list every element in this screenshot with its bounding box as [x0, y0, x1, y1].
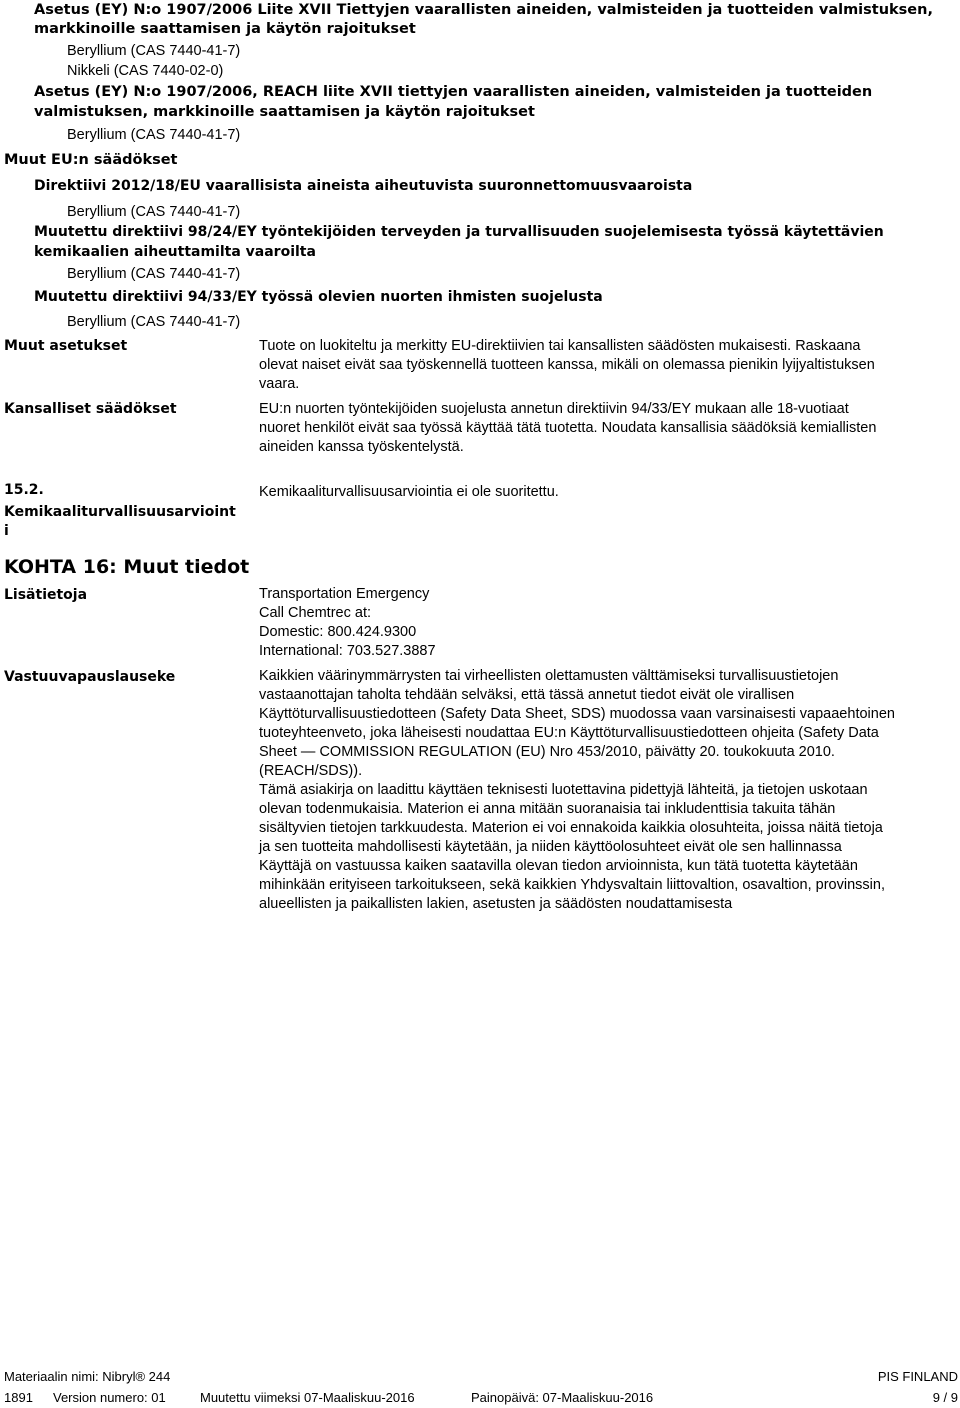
- directive-2012-18: Direktiivi 2012/18/EU vaarallisista aineista aiheutuvista suuronnettomuusvaaroista: [34, 178, 693, 194]
- text-line: Tuote on luokiteltu ja merkitty EU-direktiivien tai kansallisten säädösten mukaisesti. Raskaana: [259, 338, 861, 354]
- text-line: tuoteyhteenveto, joka läheisesti noudattaa EU:n Käyttöturvallisuustiedotteen ohjeita (Safety Data: [259, 725, 879, 741]
- text-line: Sheet — COMMISSION REGULATION (EU) Nro 453/2010, päivätty 20. toukokuuta 2010.: [259, 744, 835, 760]
- text-line: olevat naiset eivät saa työskennellä tuotteen kanssa, mikäli on olemassa pienikin lyijyaltistuksen: [259, 357, 875, 373]
- disclaimer-label: Vastuuvapauslauseke: [4, 669, 176, 685]
- section-15-2-number: 15.2.: [4, 482, 44, 498]
- region-code: PIS FINLAND: [877, 1369, 958, 1384]
- text-line: alueellisten ja paikallisten lakien, asetusten ja säädösten noudattamisesta: [259, 896, 733, 912]
- additional-info-text: [259, 585, 949, 661]
- substance-beryllium: Beryllium (CAS 7440-41-7): [67, 266, 241, 282]
- directive-98-24-cont: kemikaalien aiheuttamilta vaaroilta: [34, 244, 316, 260]
- text-line: International: 703.527.3887: [259, 643, 436, 659]
- text-line: nuoret henkilöt eivät saa työssä käyttää tätä tuotetta. Noudata kansallisia säädöksiä kemiallisten: [259, 420, 877, 436]
- document-code: 1891: [4, 1390, 33, 1405]
- text-line: vaara.: [259, 376, 300, 392]
- version-number: Version numero: 01: [53, 1390, 166, 1405]
- text-line: olevan todenmukaisia. Materion ei anna mitään suoranaisia tai inkludenttisia takuita tähän: [259, 801, 836, 817]
- substance-beryllium: Beryllium (CAS 7440-41-7): [67, 43, 241, 59]
- text-line: sisältyvien tietojen tarkkuudesta. Materion ei voi ennakoida kaikkia olosuhteita, joissa näitä tietoja: [259, 820, 883, 836]
- text-line: (REACH/SDS)).: [259, 763, 363, 779]
- other-regulations-label: Muut asetukset: [4, 338, 128, 354]
- section-15-2-label: Kemikaaliturvallisuusarvioint: [4, 504, 236, 520]
- substance-beryllium: Beryllium (CAS 7440-41-7): [67, 204, 241, 220]
- regulation-heading-1-cont: markkinoille saattamisen ja käytön rajoitukset: [34, 21, 416, 37]
- text-line: aineiden kanssa työskentelystä.: [259, 439, 464, 455]
- disclaimer-text: [259, 667, 949, 914]
- section-15-2-text: [259, 483, 949, 502]
- other-regulations-text: [259, 337, 949, 394]
- text-line: Tämä asiakirja on laadittu käyttäen teknisesti luotettavina pidettyjä lähteitä, ja tietojen uskotaan: [259, 782, 868, 798]
- substance-beryllium: Beryllium (CAS 7440-41-7): [67, 127, 241, 143]
- substance-beryllium: Beryllium (CAS 7440-41-7): [67, 314, 241, 330]
- regulation-heading-2: Asetus (EY) N:o 1907/2006, REACH liite XVII tiettyjen vaarallisten aineiden, valmisteiden ja tuotteiden: [34, 84, 873, 100]
- text-line: mihinkään erityiseen tarkoitukseen, sekä kaikkien Yhdysvaltain liittovaltion, osavaltion, provinssin,: [259, 877, 885, 893]
- text-line: EU:n nuorten työntekijöiden suojelusta annetun direktiivin 94/33/EY mukaan alle 18-vuotiaat: [259, 401, 849, 417]
- text-line: ja sen tuotteita mahdollisesti käytetään, ja niiden käyttöolosuhteet eivät ole sen hallinnassa: [259, 839, 842, 855]
- text-line: Käyttöturvallisuustiedotteen (Safety Data Sheet, SDS) muodossa vaan varsinaisesti vapaaehtoinen: [259, 706, 895, 722]
- other-eu-regulations-heading: Muut EU:n säädökset: [4, 152, 178, 168]
- text-line: Domestic: 800.424.9300: [259, 624, 417, 640]
- directive-94-33: Muutettu direktiivi 94/33/EY työssä olevien nuorten ihmisten suojelusta: [34, 289, 603, 305]
- substance-nickel: Nikkeli (CAS 7440-02-0): [67, 63, 224, 79]
- regulation-heading-1: Asetus (EY) N:o 1907/2006 Liite XVII Tiettyjen vaarallisten aineiden, valmisteiden ja tuotteiden valmistuksen,: [34, 2, 933, 18]
- text-line: Kaikkien väärinymmärrysten tai virheellisten olettamusten välttämiseksi turvallisuustietojen: [259, 668, 839, 684]
- additional-info-label: Lisätietoja: [4, 587, 88, 603]
- text-line: Call Chemtrec at:: [259, 605, 372, 621]
- text-line: Transportation Emergency: [259, 586, 430, 602]
- national-regulations-label: Kansalliset säädökset: [4, 401, 177, 417]
- text-line: vastaanottajan taholta tehdään selväksi, että tässä annetut tiedot eivät ole virallisen: [259, 687, 795, 703]
- section-16-title: KOHTA 16: Muut tiedot: [4, 556, 250, 578]
- last-modified: Muutettu viimeksi 07-Maaliskuu-2016: [200, 1390, 415, 1405]
- text-line: Kemikaaliturvallisuusarviointia ei ole suoritettu.: [259, 484, 559, 500]
- page-number: 9 / 9: [932, 1390, 958, 1405]
- text-line: Käyttäjä on vastuussa kaiken saatavilla olevan tiedon arvioinnista, kun tätä tuotetta käytetään: [259, 858, 858, 874]
- regulation-heading-2-cont: valmistuksen, markkinoille saattamisen ja käytön rajoitukset: [34, 104, 535, 120]
- material-name: Materiaalin nimi: Nibryl® 244: [4, 1369, 171, 1384]
- directive-98-24: Muutettu direktiivi 98/24/EY työntekijöiden terveyden ja turvallisuuden suojelemisesta työssä käytettävien: [34, 224, 884, 240]
- section-15-2-label-cont: i: [4, 523, 9, 539]
- national-regulations-text: [259, 400, 949, 457]
- print-date: Painopäivä: 07-Maaliskuu-2016: [471, 1390, 654, 1405]
